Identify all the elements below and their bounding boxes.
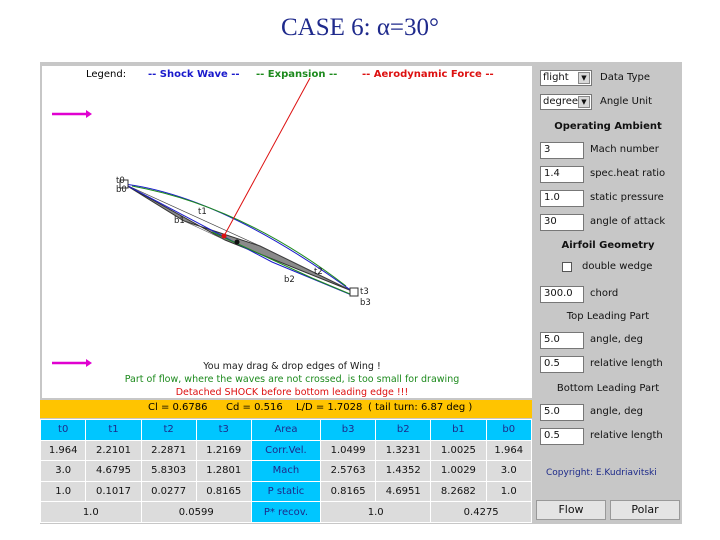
table-cell: 1.964 [486, 440, 532, 461]
table-cell: 1.2169 [196, 440, 251, 461]
col-header: Area [251, 420, 320, 441]
tail-turn: ( tail turn: 6.87 deg ) [368, 402, 473, 413]
airfoil-drawing[interactable] [42, 66, 532, 398]
mach-number-input[interactable]: 3 [540, 142, 584, 159]
row-label: P* recov. [251, 502, 320, 523]
table-footer-row [41, 502, 532, 523]
chord-label: chord [590, 288, 619, 299]
bottom-angle-input[interactable]: 5.0 [540, 404, 584, 421]
table-cell: 2.2871 [141, 440, 196, 461]
top-angle-input[interactable]: 5.0 [540, 332, 584, 349]
data-type-label: Data Type [600, 72, 651, 83]
data-type-select[interactable] [540, 70, 592, 86]
table-cell: 4.6951 [376, 481, 431, 502]
point-label-t3: t3 [360, 287, 369, 297]
table-cell: 1.3231 [376, 440, 431, 461]
table-cell: 0.0277 [141, 481, 196, 502]
bottom-length-input[interactable]: 0.5 [540, 428, 584, 445]
lift-coefficient: Cl = 0.6786 [148, 402, 208, 413]
table-row [41, 461, 532, 482]
double-wedge-checkbox[interactable] [562, 262, 572, 272]
angle-of-attack-input[interactable]: 30 [540, 214, 584, 231]
table-cell: 1.0 [321, 502, 431, 523]
top-length-label: relative length [590, 358, 663, 369]
flow-button[interactable]: Flow [536, 500, 606, 520]
legend-expansion: -- Expansion -- [256, 69, 338, 80]
point-label-t1: t1 [198, 207, 207, 217]
drag-hint-message: You may drag & drop edges of Wing ! [203, 361, 381, 372]
pressure-center [222, 234, 227, 239]
row-label: Mach [251, 461, 320, 482]
col-header: b3 [321, 420, 376, 441]
wing-center [235, 240, 240, 245]
table-cell: 5.8303 [141, 461, 196, 482]
static-pressure-input[interactable]: 1.0 [540, 190, 584, 207]
operating-ambient-heading: Operating Ambient [554, 121, 662, 132]
double-wedge-label: double wedge [582, 261, 653, 272]
table-row [41, 440, 532, 461]
bottom-leading-part-heading: Bottom Leading Part [556, 383, 660, 394]
col-header: b1 [431, 420, 486, 441]
angle-of-attack-label: angle of attack [590, 216, 666, 227]
table-cell: 3.0 [486, 461, 532, 482]
table-cell: 1.2801 [196, 461, 251, 482]
table-cell: 2.5763 [321, 461, 376, 482]
table-cell: 0.1017 [86, 481, 141, 502]
table-cell: 0.0599 [141, 502, 251, 523]
chord-input[interactable]: 300.0 [540, 286, 584, 303]
table-cell: 0.8165 [321, 481, 376, 502]
row-label: Corr.Vel. [251, 440, 320, 461]
static-pressure-label: static pressure [590, 192, 664, 203]
angle-unit-select[interactable] [540, 94, 592, 110]
drag-coefficient: Cd = 0.516 [226, 402, 283, 413]
airfoil-geometry-heading: Airfoil Geometry [561, 240, 655, 251]
heat-ratio-input[interactable]: 1.4 [540, 166, 584, 183]
table-row [41, 481, 532, 502]
bottom-angle-label: angle, deg [590, 406, 643, 417]
coefficients-bar [40, 400, 532, 418]
chevron-down-icon: ▼ [578, 72, 590, 84]
flow-direction-arrow-top [52, 110, 92, 118]
point-label-b2: b2 [284, 275, 295, 285]
shock-warning-message: Detached SHOCK before bottom leading edge !!! [175, 387, 409, 398]
col-header: t1 [86, 420, 141, 441]
point-label-b3: b3 [360, 298, 371, 308]
table-cell: 1.0 [41, 502, 142, 523]
table-cell: 1.0025 [431, 440, 486, 461]
col-header: t3 [196, 420, 251, 441]
flow-warning-message: Part of flow, where the waves are not crossed, is too small for drawing [124, 374, 460, 385]
mach-number-label: Mach number [590, 144, 659, 155]
legend-aerodynamic-force: -- Aerodynamic Force -- [362, 69, 494, 80]
data-type-value: flight [543, 72, 569, 83]
polar-button[interactable]: Polar [610, 500, 680, 520]
heat-ratio-label: spec.heat ratio [590, 168, 666, 179]
flow-direction-arrow-bottom [52, 359, 92, 367]
table-cell: 2.2101 [86, 440, 141, 461]
angle-unit-value: degree [543, 96, 579, 107]
col-header: b2 [376, 420, 431, 441]
table-cell: 1.0 [41, 481, 86, 502]
table-cell: 1.0029 [431, 461, 486, 482]
table-cell: 3.0 [41, 461, 86, 482]
table-cell: 4.6795 [86, 461, 141, 482]
table-header-row [41, 420, 532, 441]
top-length-input[interactable]: 0.5 [540, 356, 584, 373]
angle-unit-label: Angle Unit [600, 96, 652, 107]
aerodynamic-force-vector [224, 78, 310, 236]
point-label-b1: b1 [174, 216, 185, 226]
legend-label: Legend: [86, 69, 127, 80]
table-cell: 1.4352 [376, 461, 431, 482]
airfoil-calculator-app [40, 62, 682, 524]
drag-handle-trailing-edge[interactable] [350, 288, 358, 296]
control-panel [534, 62, 682, 524]
row-label: P static [251, 481, 320, 502]
slide-title: CASE 6: α=30° [280, 14, 440, 41]
col-header: t0 [41, 420, 86, 441]
lift-drag-ratio: L/D = 1.7028 [296, 402, 363, 413]
chevron-down-icon: ▼ [578, 96, 590, 108]
copyright-text: Copyright: E.Kudriavitski [546, 468, 657, 478]
table-cell: 8.2682 [431, 481, 486, 502]
point-label-t2: t2 [314, 267, 323, 277]
table-cell: 1.0499 [321, 440, 376, 461]
top-angle-label: angle, deg [590, 334, 643, 345]
col-header: t2 [141, 420, 196, 441]
table-cell: 1.0 [486, 481, 532, 502]
top-leading-part-heading: Top Leading Part [566, 311, 650, 322]
point-label-t0: t0 [116, 176, 125, 186]
table-cell: 0.4275 [431, 502, 532, 523]
table-cell: 0.8165 [196, 481, 251, 502]
point-label-b0: b0 [116, 185, 127, 195]
legend-shock-wave: -- Shock Wave -- [148, 69, 240, 80]
flow-canvas[interactable] [42, 66, 532, 398]
col-header: b0 [486, 420, 532, 441]
table-cell: 1.964 [41, 440, 86, 461]
results-table [40, 419, 532, 523]
bottom-length-label: relative length [590, 430, 663, 441]
